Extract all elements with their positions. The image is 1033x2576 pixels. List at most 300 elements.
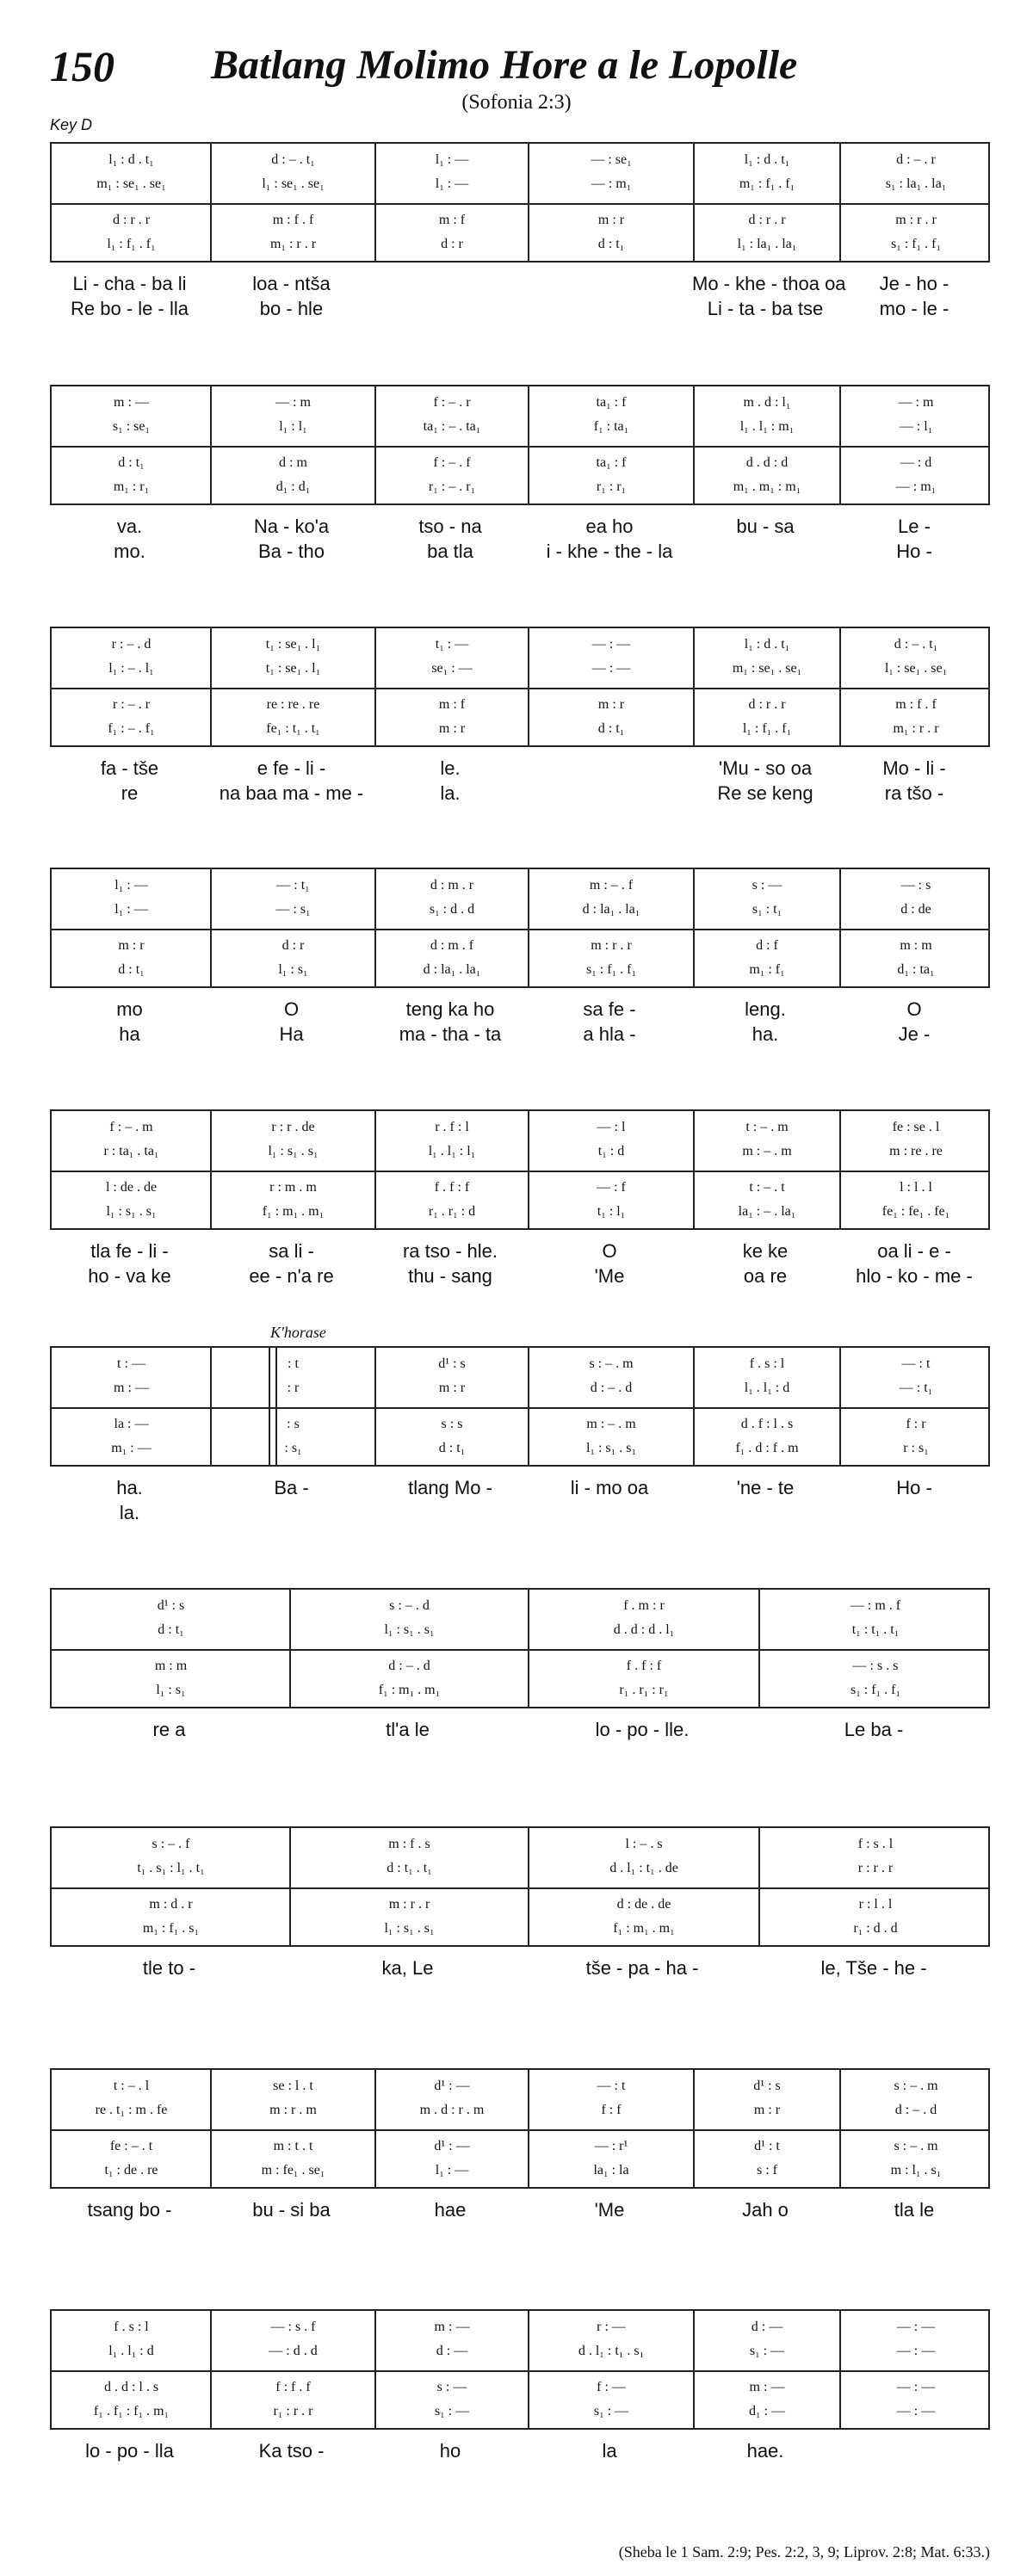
note-cell: l₁ : – . l₁ xyxy=(108,661,154,676)
lyric-cell: hae xyxy=(434,2199,467,2221)
note-cell: m : r xyxy=(597,697,625,712)
note-cell: : s xyxy=(287,1417,300,1431)
lyric-cell: lo - po - lle. xyxy=(595,1719,690,1740)
lyric-cell xyxy=(209,1500,374,1526)
lyric-cell: li - mo oa xyxy=(570,1477,649,1498)
note-cell: f₁ : ta₁ xyxy=(593,419,629,434)
note-cell: f . f : f xyxy=(434,1180,470,1195)
note-cell: s₁ : f₁ . f₁ xyxy=(850,1683,901,1697)
note-cell: — : m . f xyxy=(850,1598,901,1613)
part-divider xyxy=(52,2129,988,2131)
note-cell: d . d : d xyxy=(745,455,789,470)
note-cell: s₁ : f₁ . f₁ xyxy=(585,962,637,977)
lyric-cell: sa fe - xyxy=(583,998,636,1020)
lyric-cell: a hla - xyxy=(583,1023,636,1045)
note-cell: l₁ : se₁ . se₁ xyxy=(262,176,325,191)
note-cell: l₁ : — xyxy=(435,176,469,191)
lyric-line xyxy=(50,539,990,565)
lyric-cell: la. xyxy=(119,1502,140,1523)
lyric-cell: Re bo - le - lla xyxy=(71,298,189,319)
note-cell: f . s : l xyxy=(114,2320,149,2334)
note-cell: l₁ : s₁ . s₁ xyxy=(384,1921,435,1936)
hymn-title: Batlang Molimo Hore a le Lopolle xyxy=(211,42,798,88)
note-cell: l : – . s xyxy=(625,1837,663,1851)
lyric-cell: oa re xyxy=(743,1265,788,1287)
note-cell: l₁ : s₁ . s₁ xyxy=(585,1441,637,1455)
staff-box xyxy=(50,1826,990,1947)
note-cell: m : m xyxy=(154,1659,188,1673)
voice-row xyxy=(52,1140,988,1163)
lyric-cell: ea ho xyxy=(585,516,634,537)
lyric-cell: tlang Mo - xyxy=(408,1477,492,1498)
lyric-cell xyxy=(692,539,838,565)
note-cell: m₁ : r . r xyxy=(269,237,317,251)
note-cell: r : ta₁ . ta₁ xyxy=(103,1144,159,1158)
lyric-cell: ha xyxy=(119,1023,140,1045)
note-cell: d : t₁ xyxy=(597,721,625,736)
note-cell: t : – . m xyxy=(745,1120,789,1134)
lyric-cell: O xyxy=(602,1240,617,1262)
note-cell: m : f xyxy=(438,697,466,712)
lyric-cell: mo. xyxy=(114,541,145,562)
note-cell: s : – . m xyxy=(894,2139,938,2153)
note-cell: s₁ : la₁ . la₁ xyxy=(885,176,947,191)
lyric-cell: ka, Le xyxy=(381,1957,434,1979)
note-cell: m : — xyxy=(114,1381,149,1395)
staff-box xyxy=(50,627,990,747)
note-cell: d : – . t₁ xyxy=(271,152,315,167)
note-cell: r₁ . r₁ : d xyxy=(428,1204,476,1219)
note-cell: m : — xyxy=(749,2380,785,2394)
note-cell: d . l₁ : t₁ . s₁ xyxy=(578,2344,645,2358)
lyric-cell: Je - xyxy=(898,1023,931,1045)
lyric-cell: oa li - e - xyxy=(877,1240,951,1262)
note-cell: l₁ . l₁ : d xyxy=(108,2344,154,2358)
lyric-cell: na baa ma - me - xyxy=(219,782,364,804)
lyric-cell: ba tla xyxy=(427,541,473,562)
note-cell: d : de xyxy=(900,902,931,917)
note-cell: fe : – . t xyxy=(109,2139,153,2153)
note-cell: ta₁ : f xyxy=(596,455,627,470)
lyric-cell: re a xyxy=(152,1719,186,1740)
lyric-cell: mo - le - xyxy=(879,298,949,319)
lyric-cell: ee - n'a re xyxy=(249,1265,334,1287)
lyric-cell: teng ka ho xyxy=(405,998,495,1020)
lyric-cell: loa - ntša xyxy=(252,273,331,294)
note-cell: d : – . d xyxy=(894,2103,937,2117)
voice-row xyxy=(52,658,988,680)
lyric-line xyxy=(50,756,990,781)
note-cell: r : — xyxy=(597,2320,626,2334)
note-cell: m₁ : r . r xyxy=(893,721,939,736)
part-divider xyxy=(52,929,988,930)
note-cell: f : – . f xyxy=(433,455,471,470)
note-cell: d : la₁ . la₁ xyxy=(423,962,481,977)
note-cell: r : – . r xyxy=(112,697,151,712)
note-cell: r : s₁ xyxy=(903,1441,929,1455)
note-cell: l : l . l xyxy=(900,1180,932,1195)
note-cell: : r xyxy=(287,1381,300,1395)
lyric-cell: hlo - ko - me - xyxy=(856,1265,973,1287)
note-cell: m : r . m xyxy=(269,2103,317,2117)
voice-row xyxy=(52,874,988,897)
note-cell: l₁ : s₁ xyxy=(278,962,308,977)
note-cell: s : s xyxy=(441,1417,463,1431)
lyric-cell: la xyxy=(602,2440,617,2462)
note-cell: — : — xyxy=(591,637,631,652)
note-cell: se₁ : — xyxy=(431,661,473,676)
voice-row xyxy=(52,2316,988,2338)
staff-box xyxy=(50,2068,990,2189)
note-cell: m : — xyxy=(114,395,149,410)
note-cell: m₁ . m₁ : m₁ xyxy=(733,479,801,494)
lyric-cell xyxy=(527,296,692,322)
lyric-cell: leng. xyxy=(745,998,786,1020)
note-cell: f : – . r xyxy=(433,395,471,410)
lyric-line xyxy=(50,1500,990,1526)
voice-row xyxy=(52,2075,988,2097)
note-cell: — : s . s xyxy=(852,1659,899,1673)
note-cell: m : r xyxy=(118,938,145,953)
note-cell: m : — xyxy=(434,2320,470,2334)
note-cell: t₁ : d xyxy=(597,1144,625,1158)
staff-box xyxy=(50,2309,990,2430)
lyric-cell: 'Me xyxy=(594,1265,625,1287)
note-cell: s : – . f xyxy=(152,1837,190,1851)
note-cell: — : m₁ xyxy=(895,479,937,494)
note-cell: s : – . m xyxy=(589,1356,634,1371)
note-cell: d₁ : ta₁ xyxy=(897,962,935,977)
staff-box xyxy=(50,1109,990,1230)
note-cell: — : m₁ xyxy=(591,176,632,191)
note-cell: re : re . re xyxy=(266,697,320,712)
note-cell: t₁ : l₁ xyxy=(597,1204,626,1219)
lyric-cell: fa - tše xyxy=(100,757,159,779)
part-divider xyxy=(52,203,988,205)
lyric-line xyxy=(50,1022,990,1047)
note-cell: m : – . f xyxy=(589,878,634,893)
lyric-cell: le, Tše - he - xyxy=(820,1957,927,1979)
note-cell: — : t xyxy=(597,2079,626,2093)
lyric-cell: Ba - xyxy=(274,1477,309,1498)
staff-box xyxy=(50,1346,990,1467)
note-cell: — : s₁ xyxy=(275,902,311,917)
lyric-cell xyxy=(374,1500,527,1526)
note-cell: s : — xyxy=(752,878,782,893)
chorus-label: K'horase xyxy=(270,1324,326,1341)
note-cell: — : — xyxy=(896,2320,936,2334)
note-cell: m : r xyxy=(753,2103,781,2117)
lyric-cell: Na - ko'a xyxy=(253,516,330,537)
lyric-cell: Li - ta - ba tse xyxy=(707,298,824,319)
score-system xyxy=(50,1826,990,1979)
note-cell: m : f . f xyxy=(895,697,937,712)
note-cell: d . f : l . s xyxy=(740,1417,794,1431)
note-cell: d : r xyxy=(441,237,463,251)
lyric-line xyxy=(50,271,990,297)
note-cell: m : – . m xyxy=(742,1144,792,1158)
lyric-cell: le. xyxy=(440,757,461,779)
note-cell: d : r . r xyxy=(748,697,786,712)
note-cell: d : de . de xyxy=(616,1897,671,1912)
note-cell: m₁ : f₁ . s₁ xyxy=(142,1921,200,1936)
part-divider xyxy=(52,1407,988,1409)
note-cell: l₁ : s₁ . s₁ xyxy=(106,1204,157,1219)
note-cell: l₁ : — xyxy=(435,2163,469,2178)
voice-row xyxy=(52,476,988,498)
note-cell: d . d : l . s xyxy=(103,2380,159,2394)
voice-row xyxy=(52,718,988,740)
note-cell: d : m xyxy=(279,455,307,470)
note-cell: f₁ : m₁ . m₁ xyxy=(613,1921,675,1936)
note-cell: m : r . r xyxy=(895,213,937,227)
hymn-subtitle: (Sofonia 2:3) xyxy=(461,91,572,114)
note-cell: r : m . m xyxy=(269,1180,317,1195)
note-cell: r . f : l xyxy=(435,1120,469,1134)
note-cell: d¹ : s xyxy=(753,2079,781,2093)
voice-row xyxy=(52,1655,988,1677)
lyric-cell: hae. xyxy=(746,2440,784,2462)
lyric-cell: ma - tha - ta xyxy=(399,1023,502,1045)
note-cell: se : l . t xyxy=(273,2079,313,2093)
note-cell: m : t . t xyxy=(273,2139,313,2153)
note-cell: d : — xyxy=(751,2320,783,2334)
lyric-cell: 'Mu - so oa xyxy=(718,757,813,779)
note-cell: m : m xyxy=(900,938,932,953)
note-cell: d : f xyxy=(756,938,778,953)
part-divider xyxy=(52,1887,988,1889)
lyric-line xyxy=(50,1717,990,1743)
note-cell: l₁ : f₁ . f₁ xyxy=(742,721,792,736)
note-cell: s₁ : — xyxy=(593,2404,629,2418)
note-cell: — : — xyxy=(896,2380,936,2394)
voice-row xyxy=(52,694,988,716)
lyric-cell: Ha xyxy=(279,1023,304,1045)
note-cell: f : f . f xyxy=(275,2380,311,2394)
lyric-cell: Re se keng xyxy=(717,782,813,804)
voice-row xyxy=(52,1679,988,1702)
note-cell: m : f . f xyxy=(272,213,314,227)
note-cell: d : r . r xyxy=(112,213,151,227)
lyric-cell: bo - hle xyxy=(259,298,324,319)
lyric-cell: i - khe - the - la xyxy=(546,541,673,562)
note-cell: s : — xyxy=(436,2380,467,2394)
lyric-cell: lo - po - lla xyxy=(85,2440,174,2462)
lyric-line xyxy=(50,1263,990,1289)
lyric-cell: mo xyxy=(116,998,143,1020)
voice-row xyxy=(52,2376,988,2399)
note-cell: — : s . f xyxy=(270,2320,316,2334)
note-cell: — : — xyxy=(591,661,631,676)
note-cell: r₁ : r₁ xyxy=(596,479,627,494)
lyric-cell: ho - va ke xyxy=(88,1265,171,1287)
voice-row xyxy=(52,1116,988,1139)
key-signature: Key D xyxy=(50,116,93,133)
score-system xyxy=(50,1588,990,1740)
voice-row xyxy=(52,2099,988,2122)
note-cell: f : r xyxy=(906,1417,926,1431)
lyric-cell xyxy=(838,2438,990,2464)
note-cell: t₁ : t₁ . t₁ xyxy=(851,1622,900,1637)
note-cell: s : – . d xyxy=(389,1598,430,1613)
staff-box xyxy=(50,385,990,505)
voice-row xyxy=(52,2340,988,2363)
note-cell: m₁ : — xyxy=(111,1441,152,1455)
voice-row xyxy=(52,149,988,171)
note-cell: l₁ . l₁ : d xyxy=(744,1381,790,1395)
note-cell: l₁ : d . t₁ xyxy=(744,637,790,652)
note-cell: — : — xyxy=(896,2344,936,2358)
voice-row xyxy=(52,392,988,414)
lyric-line xyxy=(50,514,990,540)
lyric-line xyxy=(50,1475,990,1501)
voice-row xyxy=(52,2135,988,2158)
note-cell: — : l xyxy=(597,1120,626,1134)
lyric-cell: 'ne - te xyxy=(736,1477,795,1498)
note-cell: d : – . r xyxy=(896,152,936,167)
part-divider xyxy=(52,1171,988,1172)
lyric-cell: va. xyxy=(116,516,143,537)
note-cell: m : f . s xyxy=(388,1837,430,1851)
note-cell: l₁ . l₁ : l₁ xyxy=(428,1144,476,1158)
note-cell: f₁ . d : f . m xyxy=(735,1441,799,1455)
note-cell: t : – . t xyxy=(749,1180,785,1195)
note-cell: m : r xyxy=(597,213,625,227)
staff-box xyxy=(50,142,990,263)
note-cell: la : — xyxy=(114,1417,149,1431)
note-cell: d . l₁ : t₁ . de xyxy=(609,1861,678,1875)
note-cell: d : r xyxy=(281,938,305,953)
note-cell: m : r xyxy=(438,1381,466,1395)
staff-box xyxy=(50,1588,990,1708)
scripture-references: (Sheba le 1 Sam. 2:9; Pes. 2:2, 3, 9; Liprov. 2:8; Mat. 6:33.) xyxy=(618,2543,990,2561)
voice-row xyxy=(52,209,988,232)
note-cell: d : – . d xyxy=(590,1381,633,1395)
score-system xyxy=(50,2309,990,2462)
part-divider xyxy=(52,446,988,448)
note-cell: d : – . d xyxy=(388,1659,430,1673)
note-cell: d : – . t₁ xyxy=(894,637,938,652)
lyric-cell: Ho - xyxy=(896,1477,932,1498)
voice-row xyxy=(52,1918,988,1940)
lyric-cell: ke ke xyxy=(742,1240,789,1262)
lyric-line xyxy=(50,2438,990,2464)
lyric-cell: tsang bo - xyxy=(87,2199,172,2221)
note-cell: f : – . m xyxy=(109,1120,153,1134)
note-cell: r : r . de xyxy=(271,1120,315,1134)
note-cell: fe₁ : fe₁ . fe₁ xyxy=(881,1204,950,1219)
voice-row xyxy=(52,416,988,438)
note-cell: m : r xyxy=(438,721,466,736)
note-cell: l₁ : s₁ . s₁ xyxy=(384,1622,435,1637)
score-system xyxy=(50,868,990,1045)
note-cell: t : — xyxy=(117,1356,145,1371)
note-cell: t₁ : se₁ . l₁ xyxy=(265,637,321,652)
note-cell: f : f xyxy=(601,2103,622,2117)
note-cell: l₁ : s₁ xyxy=(156,1683,186,1697)
note-cell: m : d . r xyxy=(149,1897,193,1912)
note-cell: — : f xyxy=(597,1180,626,1195)
note-cell: s₁ : f₁ . f₁ xyxy=(890,237,942,251)
note-cell: r : r . r xyxy=(857,1861,894,1875)
lyric-cell: Le ba - xyxy=(844,1719,904,1740)
hymn-number: 150 xyxy=(50,42,114,90)
score-system xyxy=(50,627,990,804)
lyric-cell: tl'a le xyxy=(386,1719,430,1740)
lyric-cell: O xyxy=(906,998,922,1020)
note-cell: m₁ : r₁ xyxy=(113,479,150,494)
note-cell: l : de . de xyxy=(105,1180,158,1195)
note-cell: — : d . d xyxy=(269,2344,318,2358)
note-cell: s₁ : — xyxy=(434,2404,470,2418)
staff-box xyxy=(50,868,990,988)
lyric-cell xyxy=(374,271,527,297)
note-cell: d₁ : d₁ xyxy=(275,479,311,494)
note-cell: m : l₁ . s₁ xyxy=(890,2163,942,2178)
note-cell: l₁ : l₁ xyxy=(279,419,307,434)
note-cell: — : m xyxy=(898,395,934,410)
voice-row xyxy=(52,1619,988,1641)
note-cell: l₁ : — xyxy=(435,152,469,167)
lyric-cell: Mo - khe - thoa oa xyxy=(692,273,846,294)
note-cell: l₁ : f₁ . f₁ xyxy=(107,237,156,251)
lyric-line xyxy=(50,2197,990,2223)
note-cell: r₁ : – . r₁ xyxy=(428,479,476,494)
voice-row xyxy=(52,452,988,474)
note-cell: f . f : f xyxy=(626,1659,662,1673)
lyric-cell: ha. xyxy=(116,1477,143,1498)
note-cell: — : s xyxy=(900,878,931,893)
note-cell: l₁ : se₁ . se₁ xyxy=(884,661,948,676)
note-cell: s₁ : d . d xyxy=(429,902,475,917)
voice-row xyxy=(52,1413,988,1436)
note-cell: f . m : r xyxy=(623,1598,665,1613)
lyric-cell: Li - cha - ba li xyxy=(72,273,187,294)
note-cell: r : – . d xyxy=(111,637,152,652)
lyric-line xyxy=(50,1239,990,1264)
lyric-line xyxy=(50,296,990,322)
note-cell: l₁ : s₁ . s₁ xyxy=(268,1144,319,1158)
note-cell: d . d : d . l₁ xyxy=(613,1622,675,1637)
note-cell: la₁ : – . la₁ xyxy=(738,1204,796,1219)
note-cell: l₁ : d . t₁ xyxy=(744,152,790,167)
lyric-cell: ho xyxy=(439,2440,461,2462)
voice-row xyxy=(52,935,988,957)
note-cell: s₁ : — xyxy=(749,2344,785,2358)
note-cell: d¹ : — xyxy=(434,2139,470,2153)
lyric-cell: Mo - li - xyxy=(882,757,946,779)
lyric-cell: tše - pa - ha - xyxy=(585,1957,699,1979)
lyric-cell: e fe - li - xyxy=(257,757,326,779)
note-cell: — : t₁ xyxy=(899,1381,933,1395)
note-cell: m : fe₁ . se₁ xyxy=(261,2163,325,2178)
lyric-cell xyxy=(838,1500,990,1526)
note-cell: d : r . r xyxy=(748,213,786,227)
note-cell: r₁ : d . d xyxy=(853,1921,898,1936)
score-system xyxy=(50,385,990,562)
note-cell: f₁ . f₁ : f₁ . m₁ xyxy=(93,2404,170,2418)
note-cell: r₁ : r . r xyxy=(273,2404,313,2418)
part-divider xyxy=(52,688,988,689)
voice-row xyxy=(52,1595,988,1617)
note-cell: l₁ : — xyxy=(114,878,148,893)
voice-row xyxy=(52,2400,988,2423)
part-divider xyxy=(52,2370,988,2372)
note-cell: f : s . l xyxy=(857,1837,894,1851)
note-cell: d¹ : s xyxy=(157,1598,185,1613)
lyric-cell: thu - sang xyxy=(408,1265,492,1287)
lyric-cell: tso - na xyxy=(418,516,482,537)
